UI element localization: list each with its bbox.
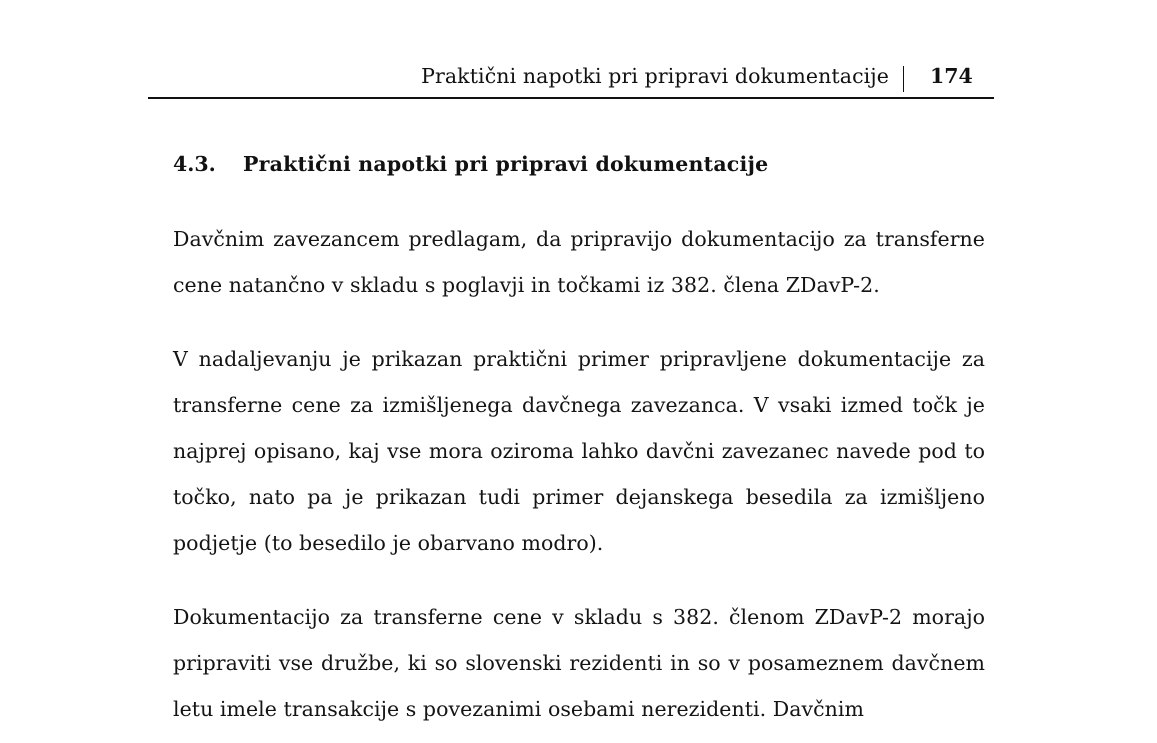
- running-head-title: Praktični napotki pri pripravi dokumentacije: [421, 64, 889, 88]
- section-heading: [173, 152, 985, 176]
- section-title: Praktični napotki pri pripravi dokumentacije: [243, 152, 769, 176]
- section-number: 4.3.: [173, 152, 216, 176]
- page-content: [173, 152, 985, 732]
- body-paragraph: Dokumentacijo za transferne cene v skladu s 382. členom ZDavP-2 morajo pripraviti vse družbe, ki so slovenski rezidenti in so v posameznem davčnem letu imele transakcije s povezanimi osebami nerezidenti. Davčnim: [173, 605, 985, 721]
- body-paragraph: Davčnim zavezancem predlagam, da pripravijo dokumentacijo za transferne cene natančno v skladu s poglavji in točkami iz 382. člena ZDavP-2.: [173, 227, 985, 297]
- page-header: [148, 62, 994, 99]
- page-number: 174: [930, 64, 973, 88]
- body-paragraph: V nadaljevanju je prikazan praktični primer pripravljene dokumentacije za transferne cene za izmišljenega davčnega zavezanca. V vsaki izmed točk je najprej opisano, kaj vse mora oziroma lahko davčni zavezanec navede pod to točko, nato pa je prikazan tudi primer dejanskega besedila za izmišljeno podjetje (to besedilo je obarvano modro).: [173, 347, 985, 555]
- header-divider: [903, 66, 904, 92]
